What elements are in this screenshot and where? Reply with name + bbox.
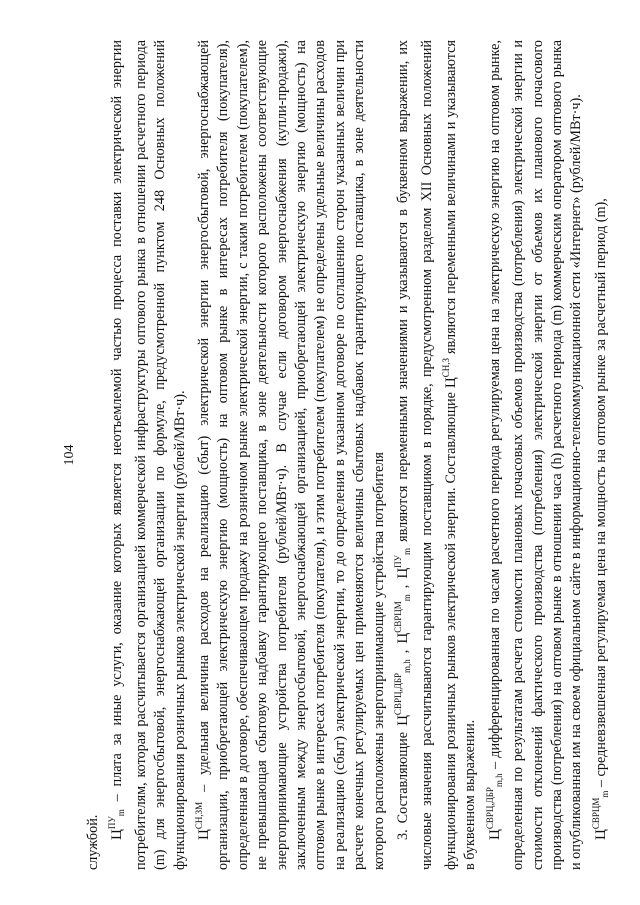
- symbol-c-svrcm2-sup: СВРЦМ: [590, 797, 601, 830]
- symbol-c-pu-base: Ц: [109, 829, 126, 840]
- symbol-c-svrc-dbr-base: Ц: [395, 715, 412, 726]
- symbol-c-pu2: [395, 548, 411, 579]
- paragraph-0: [84, 40, 103, 870]
- paragraph-svrcm: [587, 40, 615, 870]
- symbol-c-pu2-sub: m: [402, 547, 413, 555]
- paragraph-dbr-text: – дифференцированная по часам расчетного периода регулируемая цена на электрическую энергию на оптовом рынке, определенная по результатам расчета стоимости плановых почасовых объемов производства (потребления) электрической энергии и стоимости отклонений фактического производства (потребления) электрической энергии от объемов их планового почасового производства (потребления) на оптовом рынке в отношении часа (h) расчетного периода (m) коммерческим оператором оптового рынка и опубликованная им на своем официальном сайте в информационно-телекоммуникационной сети «Интернет» (рублей/МВт·ч).: [486, 40, 585, 870]
- page-body: [84, 40, 615, 870]
- page-number: 104: [62, 444, 77, 466]
- symbol-c-dbr-base: Ц: [486, 829, 503, 840]
- symbol-c-pu2-base: Ц: [395, 567, 412, 579]
- paragraph-snzm-text: – удельная величина расходов на реализацию (сбыт) электрической энергии энергосбытовой, энергоснабжающей организации, приобретающей электрическую энергию (мощность) на оптовом рынке в интересах потребителя (покупателя), определенная в договоре, обеспечивающем продажу на розничном рынке электрической энергии, с таким потребителем (покупателем), не превышающая сбытовую надбавку гарантирующего поставщика, в зоне деятельности которого расположены соответствующие энергопринимающие устройства потребителя (рублей/МВт·ч). В случае если договором энергоснабжения (купли-продажи), заключенным между энергосбытовой, энергоснабжающей организацией, приобретающей электрическую энергию (мощность) на оптовом рынке в интересах потребителя (покупателя), и этим потребителем (покупателем) не определены удельные величины расходов на реализацию (сбыт) электрической энергии, то до определения в указанном договоре по соглашению сторон указанных величин при расчете конечных регулируемых цен применяются величины сбытовых надбавок гарантирующего поставщика, в зоне деятельности которого расположены энергопринимающие устройства потребителя: [196, 40, 387, 870]
- symbol-c-svrcm: [395, 594, 411, 643]
- symbol-c-svrcm-base: Ц: [395, 632, 412, 644]
- paragraph-snzm: [190, 40, 389, 870]
- paragraph-svrcm-text: – средневзвешенная регулируемая цена на мощность на оптовом рынке за расчетный период (m),: [592, 198, 609, 791]
- paragraph-pu-text: – плата за иные услуги, оказание которых является неотъемлемой частью процесса поставки электрической энергии потребителям, которая рассчитывается организацией коммерческой инфраструктуры оптового рынка в отношении расчетного периода (m) для энергосбытовой, энергоснабжающей организации по формуле, предусмотренной пунктом 248 Основных положений функционирования розничных рынков электрической энергии (рублей/МВт·ч).: [109, 40, 188, 870]
- symbol-c-pu-sup: ПУ: [107, 816, 118, 830]
- symbol-c-pu: [109, 809, 125, 840]
- symbol-c-pu2-sup: ПУ: [393, 554, 404, 568]
- symbol-c-svrcm2-base: Ц: [592, 829, 609, 840]
- symbol-c-svrcm2: [590, 790, 610, 840]
- symbol-c-svrcm2-sub: m: [599, 790, 610, 798]
- symbol-c-svrc-dbr: [395, 659, 411, 726]
- paragraph-dbr: [481, 40, 587, 870]
- symbol-c-dbr: [484, 773, 504, 840]
- paragraph-3: [389, 40, 481, 870]
- paragraph-0-text: службой.: [85, 814, 101, 870]
- symbol-c-dbr-sub: m,h: [493, 773, 504, 788]
- symbol-c-dbr-sup: СВРЦ,ДБР: [484, 787, 495, 830]
- paragraph-pu: [103, 40, 190, 870]
- rotated-text-block: [60, 39, 610, 870]
- symbol-c-snz-base: Ц: [442, 377, 459, 389]
- paragraph-3-body: являются переменными значениями и указываются в буквенном выражении, их числовые значения рассчитываются гарантирующим поставщиком в порядке, предусмотренном разделом XII Основных положений функционирования розничных рынков электрической энергии. Составляющие: [395, 39, 459, 870]
- symbol-c-svrcm-sub: m: [402, 594, 413, 602]
- symbol-c-snz-sup: СН,З: [440, 357, 451, 378]
- symbol-c-snzm-base: Ц: [196, 829, 213, 840]
- symbol-c-snzm: [196, 802, 212, 840]
- symbol-c-svrcm-sup: СВРЦМ: [393, 601, 404, 633]
- symbol-c-svrc-dbr-sup: СВРЦ,ДБР: [393, 672, 404, 716]
- paragraph-3-start: 3. Составляющие: [395, 725, 412, 840]
- paragraph-3-end: являются переменными величинами и указываются в буквенном выражении.: [442, 40, 479, 870]
- paragraph-3-sep2: ,: [395, 578, 412, 595]
- symbol-c-snzm-sup: СН,ЗМ: [194, 801, 205, 830]
- symbol-c-snz: [440, 357, 459, 389]
- paragraph-3-sep1: ,: [395, 643, 412, 660]
- symbol-c-pu-sub: m: [116, 809, 127, 817]
- symbol-c-svrc-dbr-sub: m,h: [402, 659, 413, 673]
